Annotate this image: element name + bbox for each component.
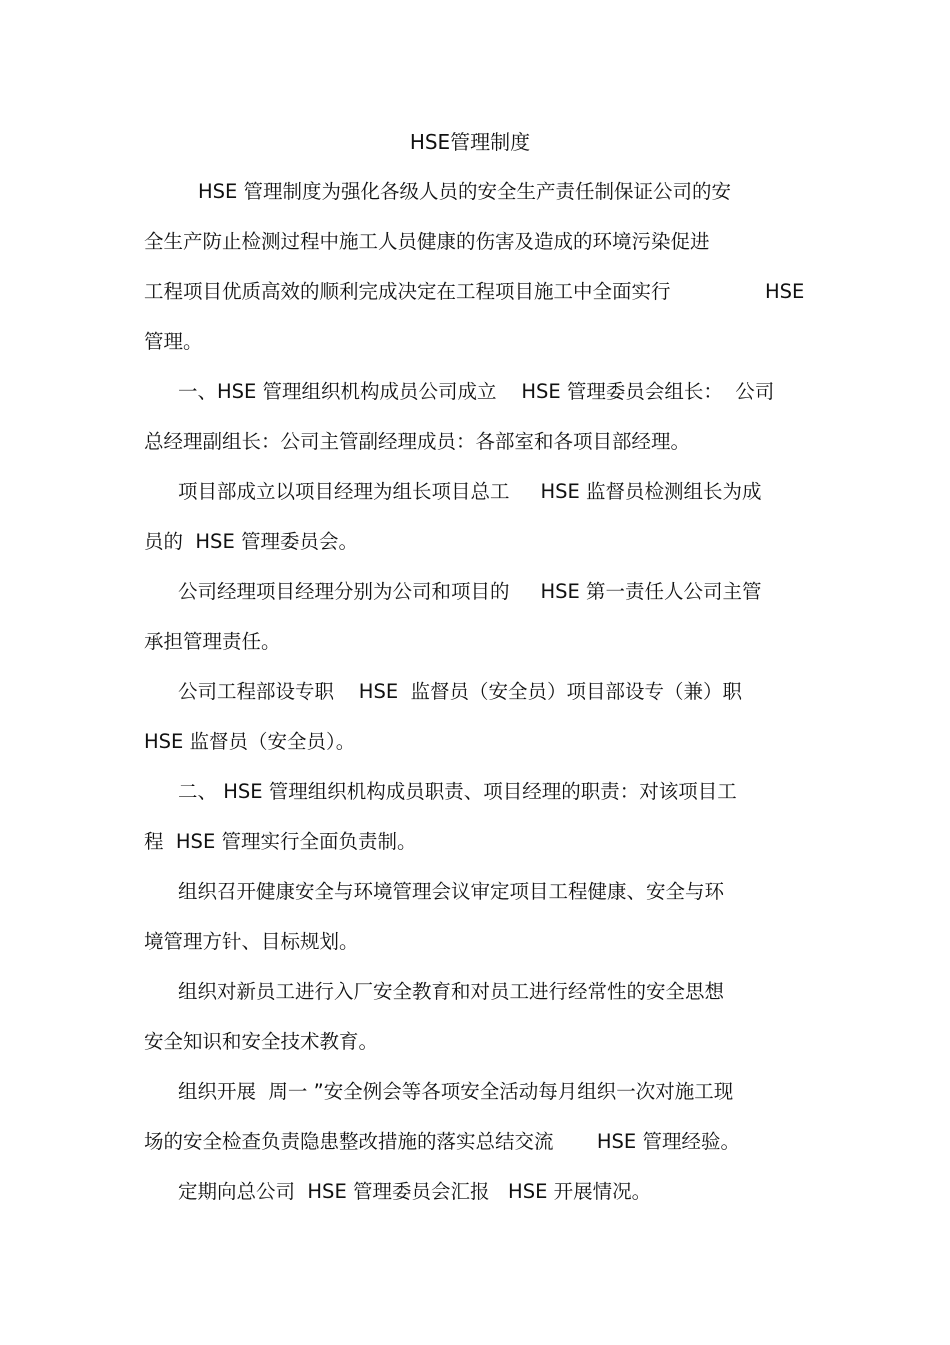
paragraph-line: HSE 监督员（安全员）。 (144, 730, 356, 753)
paragraph-line: 公司经理项目经理分别为公司和项目的 HSE 第一责任人公司主管 (178, 580, 762, 603)
document-title: HSE管理制度 (409, 130, 531, 154)
paragraph-line: 定期向总公司 HSE 管理委员会汇报 HSE 开展情况。 (178, 1180, 652, 1203)
paragraph-line: 工程项目优质高效的顺利完成决定在工程项目施工中全面实行 (144, 280, 671, 303)
paragraph-line: 安全知识和安全技术教育。 (144, 1030, 379, 1053)
paragraph-line: 总经理副组长：公司主管副经理成员：各部室和各项目部经理。 (144, 430, 691, 453)
paragraph-line: HSE 管理制度为强化各级人员的安全生产责任制保证公司的安 (198, 180, 732, 203)
section-heading-line: 一、HSE 管理组织机构成员公司成立 HSE 管理委员会组长： 公司 (178, 380, 775, 403)
paragraph-line: 公司工程部设专职 HSE 监督员（安全员）项目部设专（兼）职 (178, 680, 743, 703)
paragraph-line: 程 HSE 管理实行全面负责制。 (144, 830, 417, 853)
paragraph-line: 组织召开健康安全与环境管理会议审定项目工程健康、安全与环 (178, 880, 725, 903)
paragraph-line: 项目部成立以项目经理为组长项目总工 HSE 监督员检测组长为成 (178, 480, 762, 503)
paragraph-line: 境管理方针、目标规划。 (144, 930, 359, 953)
paragraph-line: 场的安全检查负责隐患整改措施的落实总结交流 HSE 管理经验。 (144, 1130, 740, 1153)
paragraph-line: 全生产防止检测过程中施工人员健康的伤害及造成的环境污染促进 (144, 230, 710, 253)
section-heading-line: 二、 HSE 管理组织机构成员职责、项目经理的职责：对该项目工 (178, 780, 737, 803)
paragraph-line: 员的 HSE 管理委员会。 (144, 530, 358, 553)
paragraph-line: 组织对新员工进行入厂安全教育和对员工进行经常性的安全思想 (178, 980, 725, 1003)
paragraph-line-tail: HSE (765, 280, 805, 303)
paragraph-line: 组织开展 周一 ”安全例会等各项安全活动每月组织一次对施工现 (178, 1080, 734, 1103)
paragraph-line: 管理。 (144, 330, 203, 353)
paragraph-line: 承担管理责任。 (144, 630, 281, 653)
